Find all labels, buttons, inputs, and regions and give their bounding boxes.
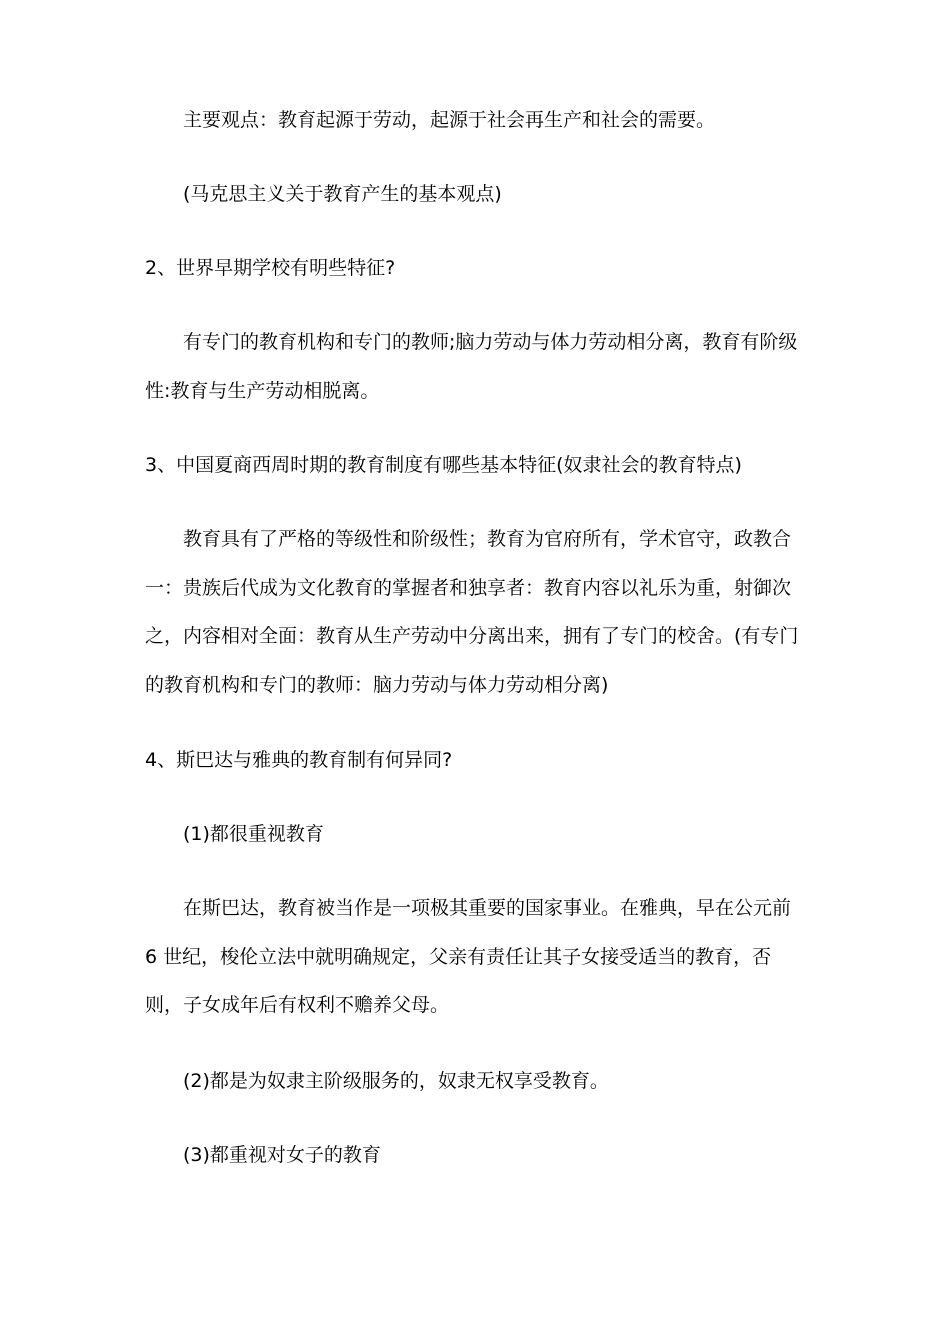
text-line: (3)都重视对女子的教育 [183, 1144, 381, 1166]
text-line: 6 世纪，梭伦立法中就明确规定，父亲有责任让其子女接受适当的教育，否 [145, 945, 772, 968]
text-line: 2、世界早期学校有明些特征? [145, 257, 396, 279]
question-4 [145, 736, 810, 785]
paragraph-marxist-note [145, 170, 810, 219]
answer-4-point-1-detail [145, 884, 810, 1030]
text-line: (马克思主义关于教育产生的基本观点) [183, 183, 502, 205]
text-line: 4、斯巴达与雅典的教育制有何异同? [145, 749, 453, 771]
text-line: (2)都是为奴隶主阶级服务的，奴隶无权享受教育。 [183, 1070, 609, 1092]
text-line: 教育具有了严格的等级性和阶级性；教育为官府所有，学术官守，政教合 [183, 528, 792, 550]
text-line: 性:教育与生产劳动相脱离。 [145, 379, 380, 402]
text-line: 有专门的教育机构和专门的教师;脑力劳动与体力劳动相分离，教育有阶级 [183, 331, 798, 353]
answer-4-point-3 [145, 1131, 810, 1180]
text-line: (1)都很重视教育 [183, 823, 324, 845]
text-line: 之，内容相对全面：教育从生产劳动中分离出来，拥有了专门的校舍。(有专门 [145, 625, 799, 647]
text-line: 则，子女成年后有权利不赡养父母。 [145, 994, 450, 1016]
answer-3 [145, 515, 810, 709]
question-2 [145, 244, 810, 293]
question-3 [145, 441, 810, 490]
paragraph-main-viewpoint [145, 96, 810, 145]
text-line: 的教育机构和专门的教师：脑力劳动与体力劳动相分离) [145, 673, 609, 696]
text-line: 3、中国夏商西周时期的教育制度有哪些基本特征(奴隶社会的教育特点) [145, 454, 742, 476]
answer-2 [145, 318, 810, 415]
text-line: 一：贵族后代成为文化教育的掌握者和独享者：教育内容以礼乐为重，射御次 [145, 576, 792, 599]
text-line: 在斯巴达，教育被当作是一项极其重要的国家事业。在雅典，早在公元前 [183, 897, 792, 919]
text-line: 主要观点：教育起源于劳动，起源于社会再生产和社会的需要。 [183, 109, 716, 131]
answer-4-point-1 [145, 810, 810, 859]
answer-4-point-2 [145, 1057, 810, 1106]
